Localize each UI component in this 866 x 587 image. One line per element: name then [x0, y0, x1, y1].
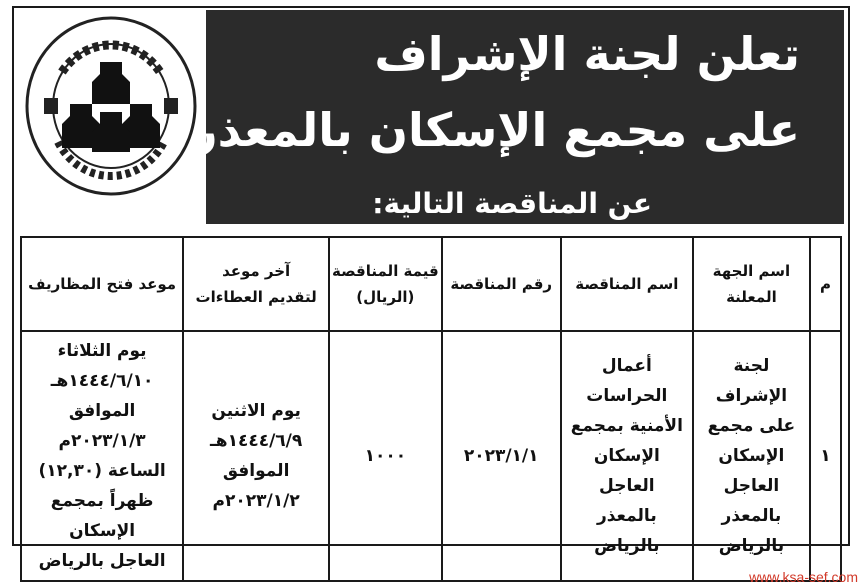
table-header-row — [21, 237, 841, 331]
cell-deadline: يوم الاثنين ١٤٤٤/٦/٩هـ الموافق ٢٠٢٣/١/٢م — [183, 331, 329, 581]
subtitle: عن المناقصة التالية: — [372, 187, 652, 220]
title-line-1: تعلن لجنة الإشراف — [374, 27, 800, 81]
header-entity: اسم الجهة المعلنة — [693, 237, 810, 331]
table-row — [21, 331, 841, 581]
header-tender-value: قيمة المناقصة (الريال) — [329, 237, 442, 331]
fund-logo-seal — [22, 12, 200, 200]
title-banner — [191, 10, 844, 224]
header-tender-number: رقم المناقصة — [442, 237, 561, 331]
header-index: م — [810, 237, 841, 331]
cell-entity: لجنة الإشراف على مجمع الإسكان العاجل بالمعذر بالرياض — [693, 331, 810, 581]
cell-tender-value: ١٠٠٠ — [329, 331, 442, 581]
cell-opening: يوم الثلاثاء ١٤٤٤/٦/١٠هـ الموافق ٢٠٢٣/١/٣م الساعة (١٢,٣٠) ظهراً بمجمع الإسكان العاجل بالرياض — [21, 331, 183, 581]
header-tender-name: اسم المناقصة — [561, 237, 693, 331]
tender-table — [20, 236, 842, 582]
site-watermark: www.ksa-sef.com — [749, 569, 858, 585]
header-deadline: آخر موعد لتقديم العطاءات — [183, 237, 329, 331]
title-line-2: على مجمع الإسكان بالمعذر — [191, 103, 800, 157]
seal-emblem-icon — [22, 12, 200, 200]
cell-tender-number: ٢٠٢٣/١/١ — [442, 331, 561, 581]
cell-index: ١ — [810, 331, 841, 581]
cell-tender-name: أعمال الحراسات الأمنية بمجمع الإسكان العاجل بالمعذر بالرياض — [561, 331, 693, 581]
header-opening: موعد فتح المظاريف — [21, 237, 183, 331]
